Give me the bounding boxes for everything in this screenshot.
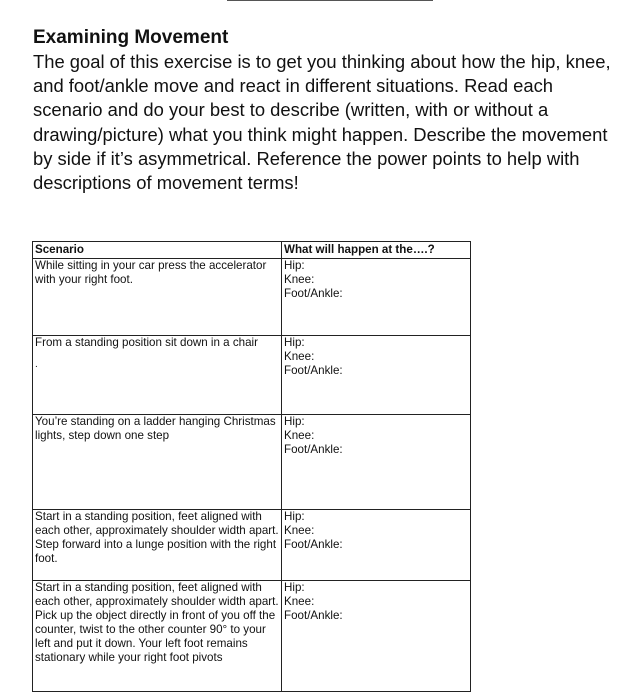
scenario-cell <box>33 336 282 415</box>
table-header-row <box>33 242 471 259</box>
answer-cell[interactable] <box>282 259 471 336</box>
intro-paragraph: The goal of this exercise is to get you thinking about how the hip, knee, and foot/ankle move and react in different situations. Read each scenario and do your best to describe (written, with or without a drawing/picture) what you think might happen. Describe the movement by side if it’s asymmetrical. Reference the power points to help with descriptions of movement terms! <box>33 51 611 194</box>
table-row <box>33 581 471 692</box>
hip-label: Hip: <box>284 415 305 428</box>
scenario-text: Start in a standing position, feet aligned with each other, approximately shoulder width apart. Pick up the object directly in front of you off the counter, twist to the other counter 90° to your left and put it down. Your left foot remains stationary while your right foot pivots <box>35 581 279 665</box>
answer-column-header: What will happen at the….? <box>282 242 471 259</box>
scenario-cell <box>33 510 282 581</box>
page-title: Examining Movement <box>33 27 229 48</box>
table-row <box>33 510 471 581</box>
table-row <box>33 415 471 510</box>
foot-ankle-label: Foot/Ankle: <box>284 443 343 457</box>
knee-label: Knee: <box>284 350 315 364</box>
scenario-cell <box>33 415 282 510</box>
foot-ankle-label: Foot/Ankle: <box>284 287 343 301</box>
scenario-table <box>32 241 471 692</box>
scenario-column-header: Scenario <box>33 242 282 259</box>
hip-label: Hip: <box>284 336 305 349</box>
table-row <box>33 336 471 415</box>
scenario-text: While sitting in your car press the accelerator with your right foot. <box>35 259 267 287</box>
hip-label: Hip: <box>284 259 305 272</box>
foot-ankle-label: Foot/Ankle: <box>284 609 343 623</box>
knee-label: Knee: <box>284 524 315 538</box>
scenario-text: Start in a standing position, feet aligned with each other, approximately shoulder width apart. Step forward into a lunge position with the right foot. <box>35 510 279 566</box>
scenario-text: From a standing position sit down in a chair <box>35 336 258 349</box>
top-divider-line <box>227 0 433 1</box>
scenario-cell <box>33 259 282 336</box>
answer-cell[interactable] <box>282 415 471 510</box>
scenario-cell <box>33 581 282 692</box>
hip-label: Hip: <box>284 510 305 523</box>
knee-label: Knee: <box>284 273 315 287</box>
foot-ankle-label: Foot/Ankle: <box>284 538 343 552</box>
stray-mark: . <box>35 359 38 371</box>
table-row <box>33 259 471 336</box>
knee-label: Knee: <box>284 595 315 609</box>
answer-cell[interactable] <box>282 581 471 692</box>
knee-label: Knee: <box>284 429 315 443</box>
foot-ankle-label: Foot/Ankle: <box>284 364 343 378</box>
answer-cell[interactable] <box>282 510 471 581</box>
hip-label: Hip: <box>284 581 305 594</box>
scenario-text: You’re standing on a ladder hanging Christmas lights, step down one step <box>35 415 276 443</box>
answer-cell[interactable] <box>282 336 471 415</box>
